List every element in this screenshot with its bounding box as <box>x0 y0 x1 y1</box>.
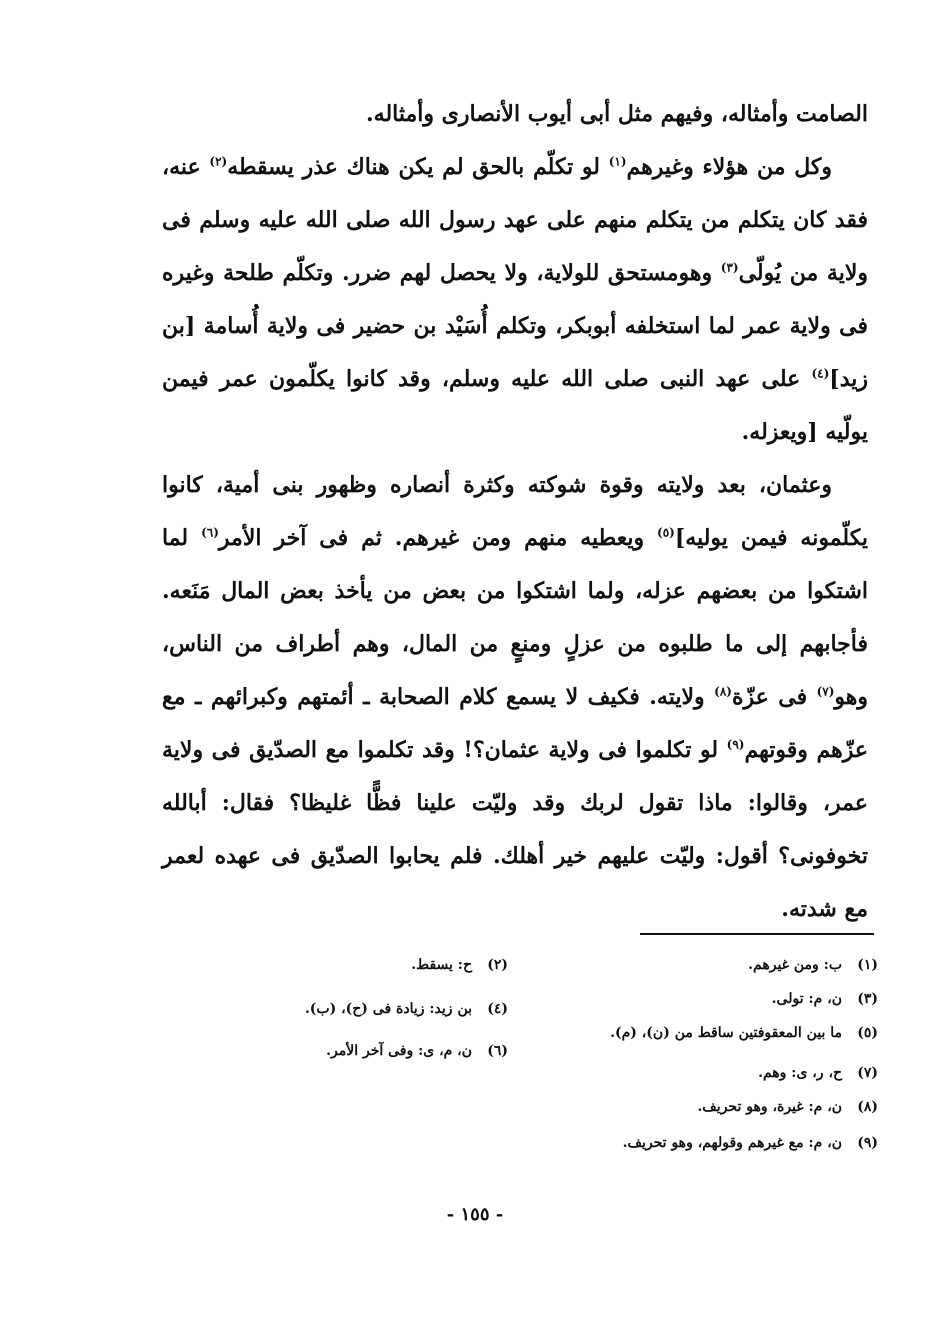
footnote-number: (١) <box>857 957 878 973</box>
footnote-text: ن، م، ى: وفى آخر الأمر. <box>326 1043 472 1059</box>
footnote-number: (٨) <box>857 1099 878 1115</box>
footnote-ref: (٢) <box>209 154 228 169</box>
footnote-ref: (٧) <box>816 684 835 699</box>
footnote-number: (٢) <box>487 957 508 973</box>
footnote-text: ن، م: مع غيرهم وقولهم، وهو تحريف. <box>622 1135 842 1151</box>
text-run: وعثمان، بعد ولايته وقوة شوكته وكثرة أنصاره وظهور بنى أمية، كانوا يكلّمونه فيمن يوليه] <box>162 472 868 551</box>
text-run: ولايته. فكيف لا يسمع كلام الصحابة ـ أئمتهم وكبرائهم ـ مع عزّهم وقوتهم <box>162 684 868 763</box>
paragraph-3 <box>162 459 868 936</box>
footnote-1 <box>748 948 878 982</box>
footnote-text: ب: ومن غيرهم. <box>748 957 842 973</box>
footnote-ref: (١) <box>608 154 627 169</box>
footnote-4 <box>305 992 508 1026</box>
footnote-9 <box>623 1126 878 1160</box>
main-text <box>162 88 868 936</box>
text-run: على عهد النبى صلى الله عليه وسلم، وقد كانوا يكلّمون عمر فيمن يولّيه [ويعزله. <box>162 366 868 445</box>
text-run: لو تكلّم بالحق لم يكن هناك عذر يسقطه <box>227 154 609 180</box>
paragraph-2 <box>162 141 868 459</box>
footnote-number: (٩) <box>857 1135 878 1151</box>
footnote-separator <box>640 933 874 935</box>
text-run: لما اشتكوا من بعضهم عزله، ولما اشتكوا من بعض من يأخذ بعض المال مَنَعه. فأجابهم إلى ما طلبوه من عزلٍ ومنعٍ من المال، وهم أطراف من الناس، وهو <box>162 525 868 710</box>
footnote-ref: (٩) <box>726 737 745 752</box>
footnote-ref: (٦) <box>201 525 219 540</box>
footnote-number: (٤) <box>487 1001 508 1017</box>
text-run: فى عزّة <box>731 684 817 710</box>
footnote-ref: (٥) <box>657 525 675 540</box>
footnote-text: ن، م: تولى. <box>771 991 842 1007</box>
footnote-text: ح: يسقط. <box>411 957 472 973</box>
text-run: وهومستحق للولاية، ولا يحصل لهم ضرر. وتكلّم طلحة وغيره فى ولاية عمر لما استخلفه أبوبكر، وتكلم أُسَيْد بن حضير فى ولاية أُسامة [بن زيد] <box>162 260 868 392</box>
footnote-text: ن، م: غيرة، وهو تحريف. <box>697 1099 842 1115</box>
footnote-2 <box>411 948 508 982</box>
text-run: لو تكلموا فى ولاية عثمان؟! وقد تكلموا مع الصدّيق فى ولاية عمر، وقالوا: ماذا تقول لربك وقد وليّت علينا فظًّا غليظا؟ فقال: أبالله تخوفونى؟ أقول: وليّت عليهم خير أهلك. فلم يحابوا الصدّيق فى عهده لعمر مع شدته. <box>162 737 868 922</box>
page-number: - ١٥٥ - <box>446 1204 504 1225</box>
footnote-ref: (٣) <box>720 260 739 275</box>
text-run: عنه، فقد كان يتكلم من يتكلم منهم على عهد رسول الله صلى الله عليه وسلم فى ولاية من يُولّى <box>162 154 869 286</box>
footnote-6 <box>326 1034 508 1068</box>
footnote-number: (٦) <box>487 1043 508 1059</box>
paragraph-1 <box>162 88 868 141</box>
text-run: وكل من هؤلاء وغيرهم <box>626 154 832 180</box>
text-run: ويعطيه منهم ومن غيرهم. ثم فى آخر الأمر <box>218 525 658 551</box>
footnote-text: ما بين المعقوفتين ساقط من (ن)، (م). <box>610 1025 842 1041</box>
footnote-ref: (٨) <box>714 684 732 699</box>
footnote-8 <box>697 1090 878 1124</box>
footnote-3 <box>772 982 878 1016</box>
footnote-number: (٥) <box>857 1025 878 1041</box>
footnote-number: (٣) <box>857 991 878 1007</box>
footnote-text: بن زيد: زيادة فى (ح)، (ب). <box>304 1001 472 1017</box>
footnote-5 <box>610 1016 878 1050</box>
footnote-ref: (٤) <box>811 366 830 381</box>
footnote-7 <box>758 1056 878 1090</box>
footnotes <box>200 948 878 1168</box>
footnote-number: (٧) <box>857 1065 878 1081</box>
footnote-text: ح، ر، ى: وهم. <box>758 1065 842 1081</box>
text-run: الصامت وأمثاله، وفيهم مثل أبى أيوب الأنصارى وأمثاله. <box>365 101 868 127</box>
